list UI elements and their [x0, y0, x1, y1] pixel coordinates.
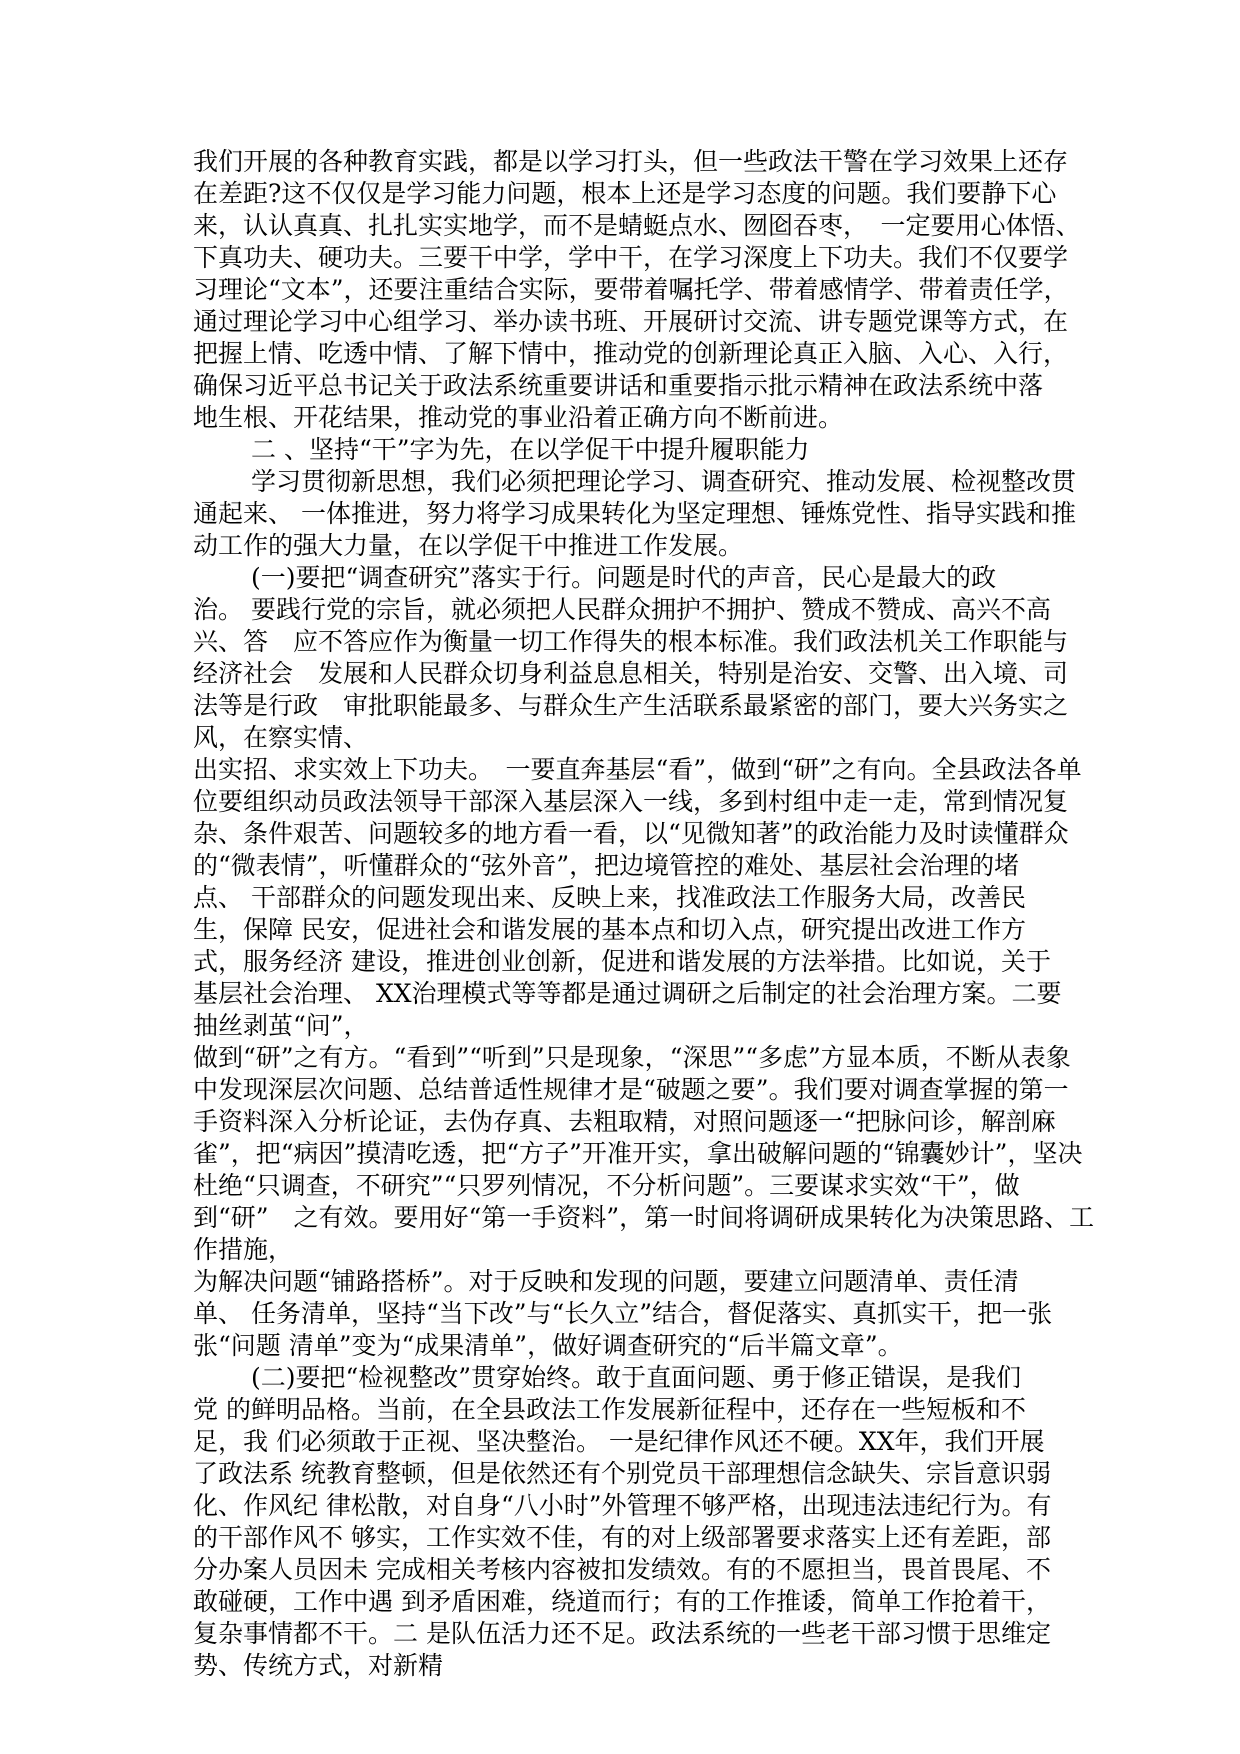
text-line: 足，我 们必须敢于正视、坚决整治。 一是纪律作风还不硬。XX年，我们开展	[193, 1427, 1045, 1456]
text-line: 中发现深层次问题、总结普适性规律才是“破题之要”。我们要对调查掌握的第一	[193, 1075, 1069, 1104]
text-line: 化、作风纪 律松散，对自身“八小时”外管理不够严格，出现违法违纪行为。有	[193, 1491, 1052, 1520]
text-line: 到“研” 之有效。要用好“第一手资料”，第一时间将调研成果转化为决策思路、工	[193, 1203, 1095, 1232]
text-line: 位要组织动员政法领导干部深入基层深入一线，多到村组中走一走，常到情况复	[193, 787, 1069, 816]
text-line: 下真功夫、硬功夫。三要干中学，学中干，在学习深度上下功夫。我们不仅要学	[193, 243, 1069, 272]
text-line: 来，认认真真、扎扎实实地学，而不是蜻蜓点水、囫囵吞枣， 一定要用心体悟、	[193, 211, 1081, 240]
text-line: 单、 任务清单，坚持“当下改”与“长久立”结合，督促落实、真抓实干，把一张	[193, 1299, 1053, 1328]
text-line: 习理论“文本”，还要注重结合实际，要带着嘱托学、带着感情学、带着责任学，	[193, 275, 1069, 304]
text-line: 的干部作风不 够实，工作实效不佳，有的对上级部署要求落实上还有差距，部	[193, 1523, 1051, 1552]
text-line: 点、 干部群众的问题发现出来、反映上来，找准政法工作服务大局，改善民	[193, 883, 1026, 912]
text-line: 敢碰硬，工作中遇 到矛盾困难，绕道而行；有的工作推诿，简单工作抢着干，	[193, 1587, 1051, 1616]
text-line: (二)要把“检视整改”贯穿始终。敢于直面问题、勇于修正错误，是我们	[251, 1363, 1022, 1392]
text-line: 势、传统方式，对新精	[193, 1651, 444, 1680]
text-line: 做到“研”之有方。“看到”“听到”只是现象，“深思”“多虑”方显本质，不断从表象	[193, 1043, 1071, 1072]
text-line: 分办案人员因未 完成相关考核内容被扣发绩效。有的不愿担当，畏首畏尾、不	[193, 1555, 1051, 1584]
text-line: 学习贯彻新思想，我们必须把理论学习、调查研究、推动发展、检视整改贯	[251, 467, 1077, 496]
text-line: 手资料深入分析论证，去伪存真、去粗取精，对照问题逐一“把脉问诊，解剖麻	[193, 1107, 1056, 1136]
text-line: (一)要把“调查研究”落实于行。问题是时代的声音，民心是最大的政	[251, 563, 997, 592]
text-line: 为解决问题“铺路搭桥”。对于反映和发现的问题，要建立问题清单、责任清	[193, 1267, 1019, 1296]
text-line: 通起来、 一体推进，努力将学习成果转化为坚定理想、锤炼党性、指导实践和推	[193, 499, 1076, 528]
text-line: 通过理论学习中心组学习、举办读书班、开展研讨交流、讲专题党课等方式，在	[193, 307, 1069, 336]
text-line: 的“微表情”，听懂群众的“弦外音”，把边境管控的难处、基层社会治理的堵	[193, 851, 1020, 880]
text-line: 我们开展的各种教育实践，都是以学习打头，但一些政法干警在学习效果上还存	[193, 147, 1069, 176]
text-line: 雀”，把“病因”摸清吃透，把“方子”开准开实，拿出破解问题的“锦囊妙计”，坚决	[193, 1139, 1083, 1168]
text-line: 治。 要践行党的宗旨，就必须把人民群众拥护不拥护、赞成不赞成、高兴不高	[193, 595, 1051, 624]
text-line: 生，保障 民安，促进社会和谐发展的基本点和切入点，研究提出改进工作方	[193, 915, 1026, 944]
text-line: 动工作的强大力量，在以学促干中推进工作发展。	[193, 531, 744, 560]
text-line: 在差距?这不仅仅是学习能力问题，根本上还是学习态度的问题。我们要静下心	[193, 179, 1057, 208]
text-line: 式，服务经济 建设，推进创业创新，促进和谐发展的方法举措。比如说，关于	[193, 947, 1051, 976]
text-line: 作措施，	[193, 1235, 294, 1264]
text-line: 抽丝剥茧“问”，	[193, 1011, 369, 1040]
text-line: 基层社会治理、 XX治理模式等等都是通过调研之后制定的社会治理方案。二要	[193, 979, 1062, 1008]
text-line: 杜绝“只调查，不研究”“只罗列情况，不分析问题”。三要谋求实效“干”，做	[193, 1171, 1020, 1200]
text-line: 二 、坚持“干”字为先，在以学促干中提升履职能力	[251, 435, 810, 464]
text-line: 经济社会 发展和人民群众切身利益息息相关，特别是治安、交警、出入境、司	[193, 659, 1069, 688]
document-body	[193, 146, 1095, 1682]
text-line: 出实招、求实效上下功夫。 一要直奔基层“看”，做到“研”之有向。全县政法各单	[193, 755, 1082, 784]
text-line: 杂、条件艰苦、问题较多的地方看一看，以“见微知著”的政治能力及时读懂群众	[193, 819, 1069, 848]
text-line: 确保习近平总书记关于政法系统重要讲话和重要指示批示精神在政法系统中落	[193, 371, 1044, 400]
text-line: 地生根、开花结果，推动党的事业沿着正确方向不断前进。	[193, 403, 844, 432]
text-line: 了政法系 统教育整顿，但是依然还有个别党员干部理想信念缺失、宗旨意识弱	[193, 1459, 1051, 1488]
text-line: 复杂事情都不干。二 是队伍活力还不足。政法系统的一些老干部习惯于思维定	[193, 1619, 1051, 1648]
text-line: 把握上情、吃透中情、了解下情中，推动党的创新理论真正入脑、入心、入行，	[193, 339, 1069, 368]
text-line: 法等是行政 审批职能最多、与群众生产生活联系最紧密的部门，要大兴务实之	[193, 691, 1069, 720]
text-line: 风，在察实情、	[193, 723, 369, 752]
text-line: 兴、答 应不答应作为衡量一切工作得失的根本标准。我们政法机关工作职能与	[193, 627, 1069, 656]
text-line: 党 的鲜明品格。当前，在全县政法工作发展新征程中，还存在一些短板和不	[193, 1395, 1026, 1424]
text-line: 张“问题 清单”变为“成果清单”，做好调查研究的“后半篇文章”。	[193, 1331, 903, 1360]
